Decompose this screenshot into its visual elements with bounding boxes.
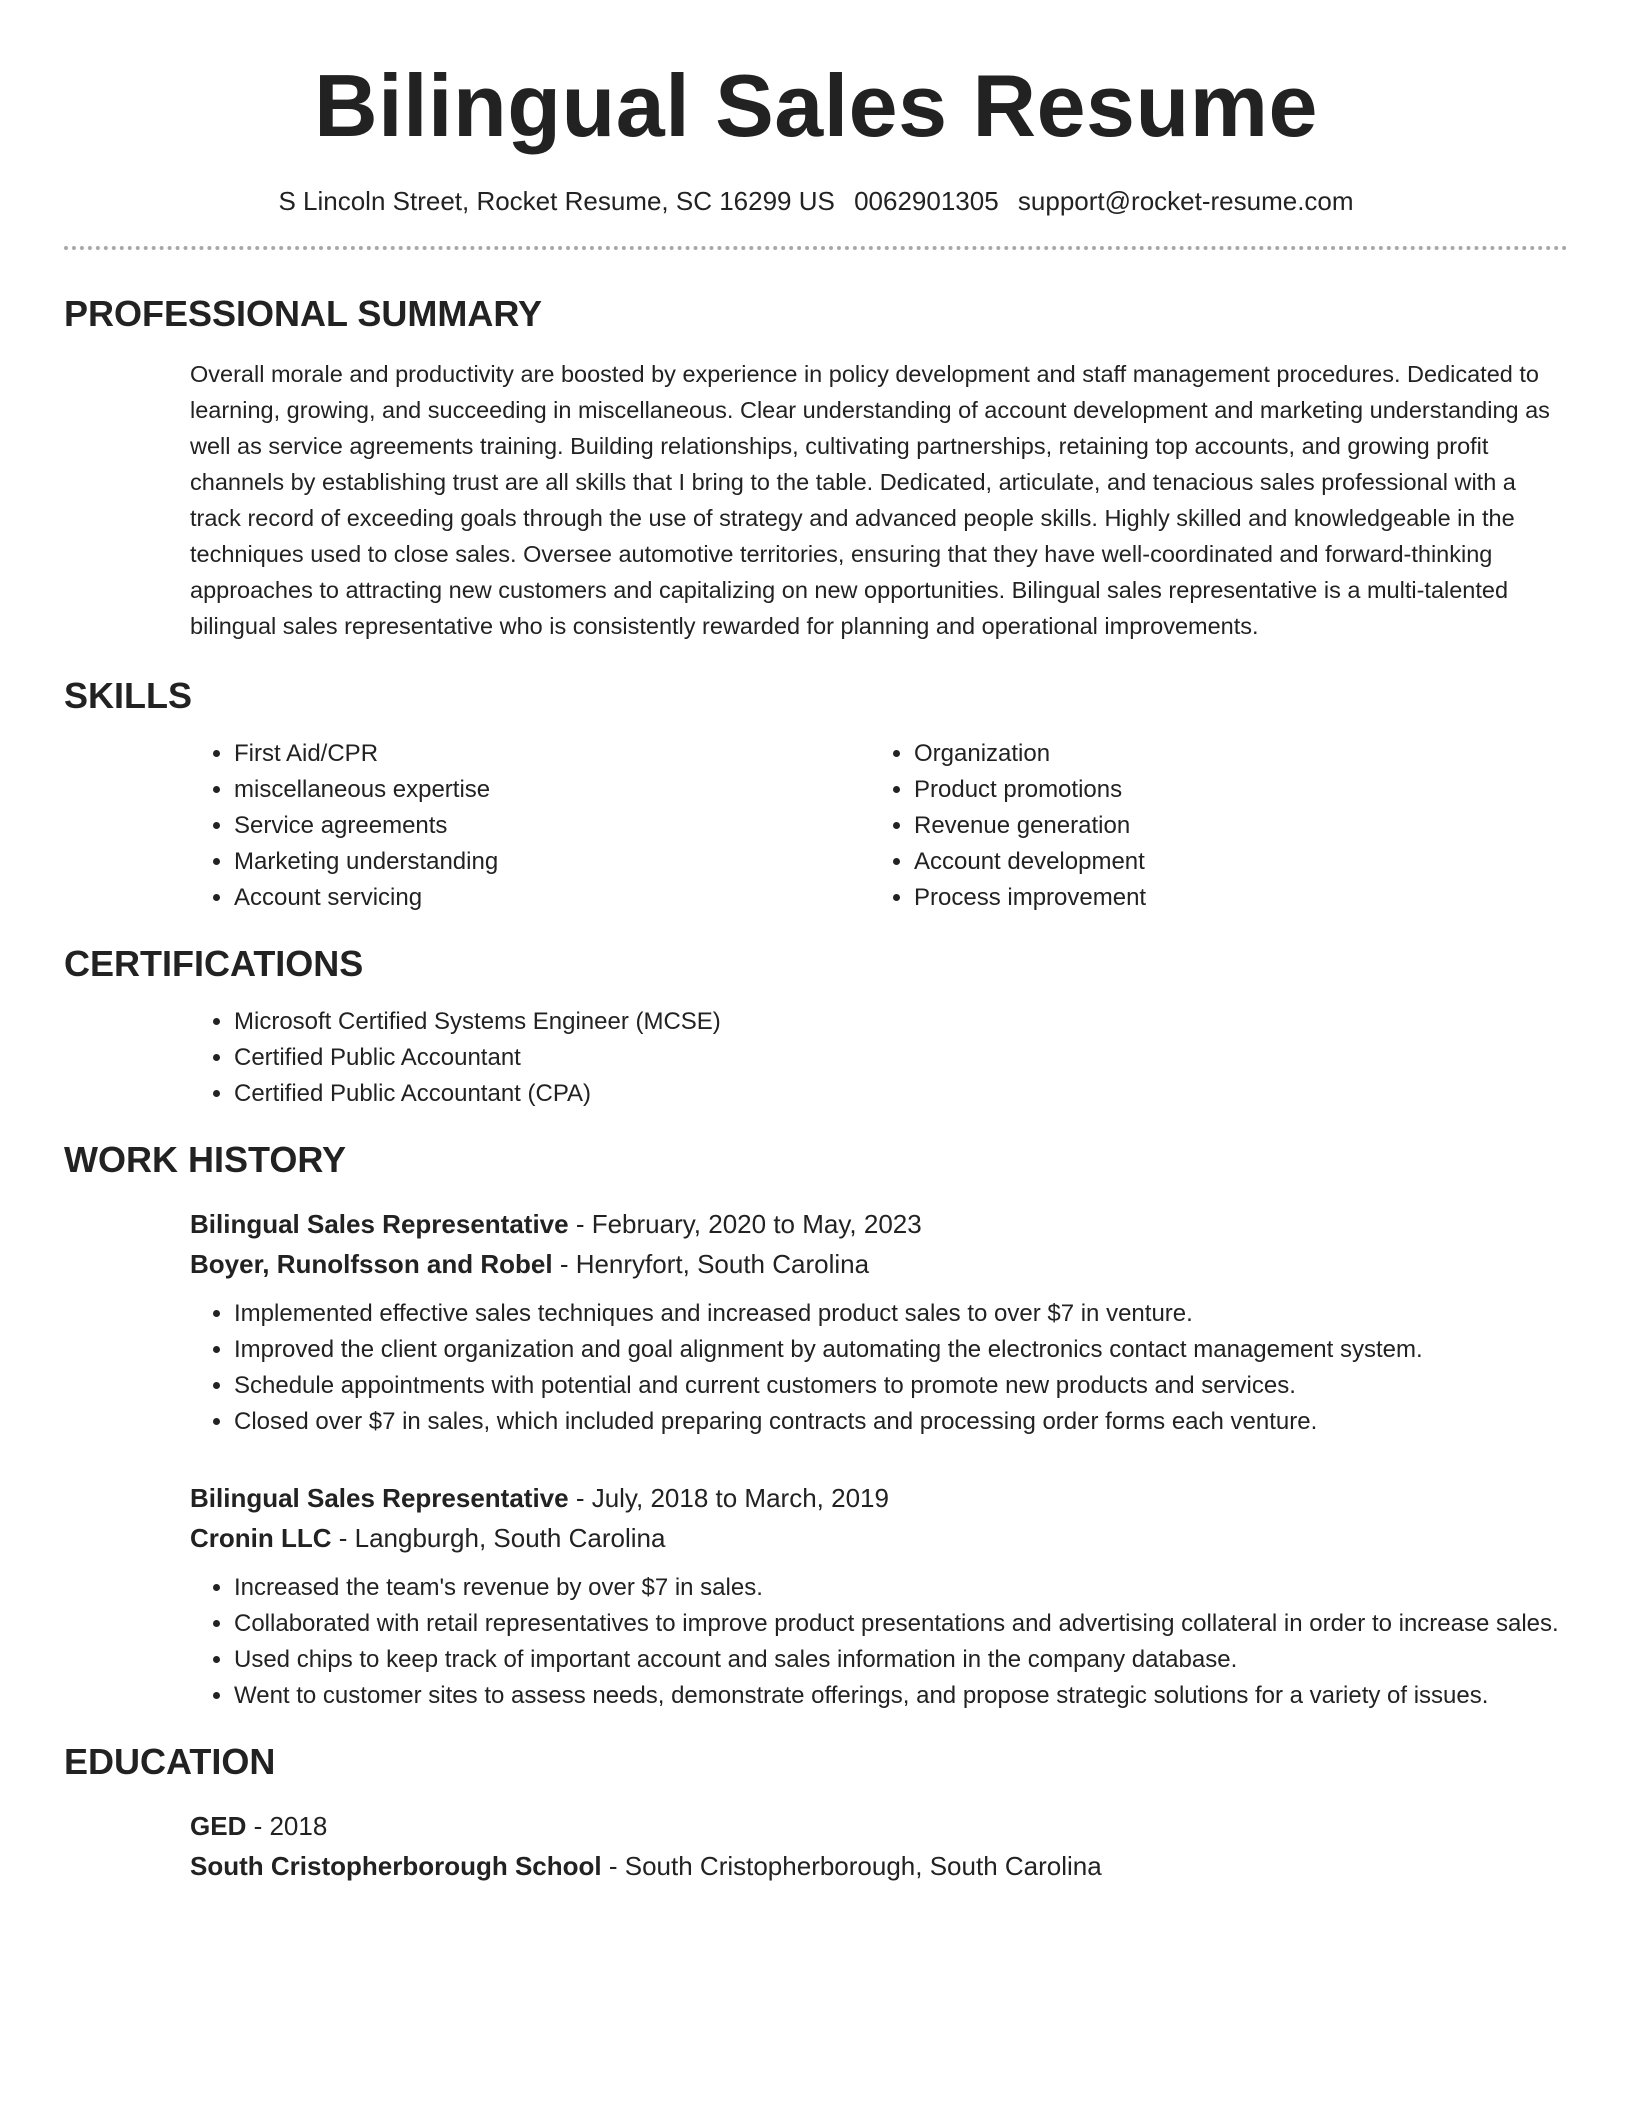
education-location: - South Cristopherborough, South Carolina [601, 1851, 1102, 1881]
skill-item: • Account servicing [234, 880, 870, 916]
job-company: Cronin LLC [190, 1523, 332, 1553]
education-year: - 2018 [246, 1811, 328, 1841]
skill-item: • Marketing understanding [234, 844, 870, 880]
education-degree: GED [190, 1811, 247, 1841]
skill-item: • Account development [914, 844, 1550, 880]
job-bullet: • Collaborated with retail representatives to improve product presentations and advertising collateral in order to increase sales. [234, 1606, 1568, 1642]
contact-email: support@rocket-resume.com [1017, 186, 1354, 216]
certification-item: • Microsoft Certified Systems Engineer (MCSE) [234, 1004, 1568, 1040]
education-degree-line [190, 1806, 1568, 1846]
job-bullet: • Went to customer sites to assess needs, demonstrate offerings, and propose strategic solutions for a variety of issues. [234, 1678, 1568, 1714]
job-role-line [190, 1204, 1568, 1244]
job-company-line [190, 1518, 1568, 1558]
summary-heading: PROFESSIONAL SUMMARY [64, 293, 543, 334]
education-entry [190, 1806, 1568, 1886]
skill-item: • Process improvement [914, 880, 1550, 916]
certification-item: • Certified Public Accountant [234, 1040, 1568, 1076]
job-role: Bilingual Sales Representative [190, 1209, 569, 1239]
skill-item: • Revenue generation [914, 808, 1550, 844]
summary-section [64, 292, 1568, 644]
certifications-list [190, 1004, 1568, 1112]
job-bullet: • Schedule appointments with potential and current customers to promote new products and services. [234, 1368, 1568, 1404]
education-section [64, 1740, 1568, 1886]
skills-section [64, 674, 1568, 916]
job-entry [190, 1478, 1568, 1714]
job-dates: - February, 2020 to May, 2023 [568, 1209, 922, 1239]
job-role-line [190, 1478, 1568, 1518]
job-bullet: • Increased the team's revenue by over $7 in sales. [234, 1570, 1568, 1606]
skill-item: • Product promotions [914, 772, 1550, 808]
skill-item: • Organization [914, 736, 1550, 772]
work-history-heading: WORK HISTORY [64, 1139, 347, 1180]
skill-item: • miscellaneous expertise [234, 772, 870, 808]
contact-address: S Lincoln Street, Rocket Resume, SC 16299 US [278, 186, 835, 216]
job-entry [190, 1204, 1568, 1440]
job-bullets [190, 1570, 1568, 1714]
job-role: Bilingual Sales Representative [190, 1483, 569, 1513]
job-bullet: • Used chips to keep track of important account and sales information in the company database. [234, 1642, 1568, 1678]
header-divider [64, 246, 1568, 250]
skills-left-column [190, 736, 870, 916]
education-school: South Cristopherborough School [190, 1851, 602, 1881]
contact-line [64, 184, 1568, 218]
certifications-heading: CERTIFICATIONS [64, 943, 364, 984]
skills-grid [190, 736, 1568, 916]
job-bullet: • Improved the client organization and goal alignment by automating the electronics contact management system. [234, 1332, 1568, 1368]
skill-item: • First Aid/CPR [234, 736, 870, 772]
job-location: - Henryfort, South Carolina [552, 1249, 870, 1279]
summary-text: Overall morale and productivity are boosted by experience in policy development and staff management procedures. Dedicated to learning, growing, and succeeding in miscellaneous. Clear understanding of account development and marketing understanding as well as service agreements training. Building relationships, cultivating partnerships, retaining top accounts, and growing profit channels by establishing trust are all skills that I bring to the table. Dedicated, articulate, and tenacious sales professional with a track record of exceeding goals through the use of strategy and advanced people skills. Highly skilled and knowledgeable in the techniques used to close sales. Oversee automotive territories, ensuring that they have well-coordinated and forward-thinking approaches to attracting new customers and capitalizing on new opportunities. Bilingual sales representative is a multi-talented bilingual sales representative who is consistently rewarded for planning and operational improvements. [190, 361, 1550, 639]
skill-item: • Service agreements [234, 808, 870, 844]
job-dates: - July, 2018 to March, 2019 [568, 1483, 889, 1513]
certification-item: • Certified Public Accountant (CPA) [234, 1076, 1568, 1112]
job-location: - Langburgh, South Carolina [331, 1523, 666, 1553]
skills-right-column [870, 736, 1550, 916]
education-heading: EDUCATION [64, 1741, 276, 1782]
job-bullet: • Implemented effective sales techniques and increased product sales to over $7 in venture. [234, 1296, 1568, 1332]
resume-title: Bilingual Sales Resume [314, 56, 1318, 155]
job-bullet: • Closed over $7 in sales, which included preparing contracts and processing order forms each venture. [234, 1404, 1568, 1440]
job-bullets [190, 1296, 1568, 1440]
skills-heading: SKILLS [64, 675, 193, 716]
education-school-line [190, 1846, 1568, 1886]
job-company: Boyer, Runolfsson and Robel [190, 1249, 553, 1279]
job-company-line [190, 1244, 1568, 1284]
work-history-section [64, 1138, 1568, 1714]
contact-phone: 0062901305 [854, 186, 999, 216]
certifications-section [64, 942, 1568, 1112]
